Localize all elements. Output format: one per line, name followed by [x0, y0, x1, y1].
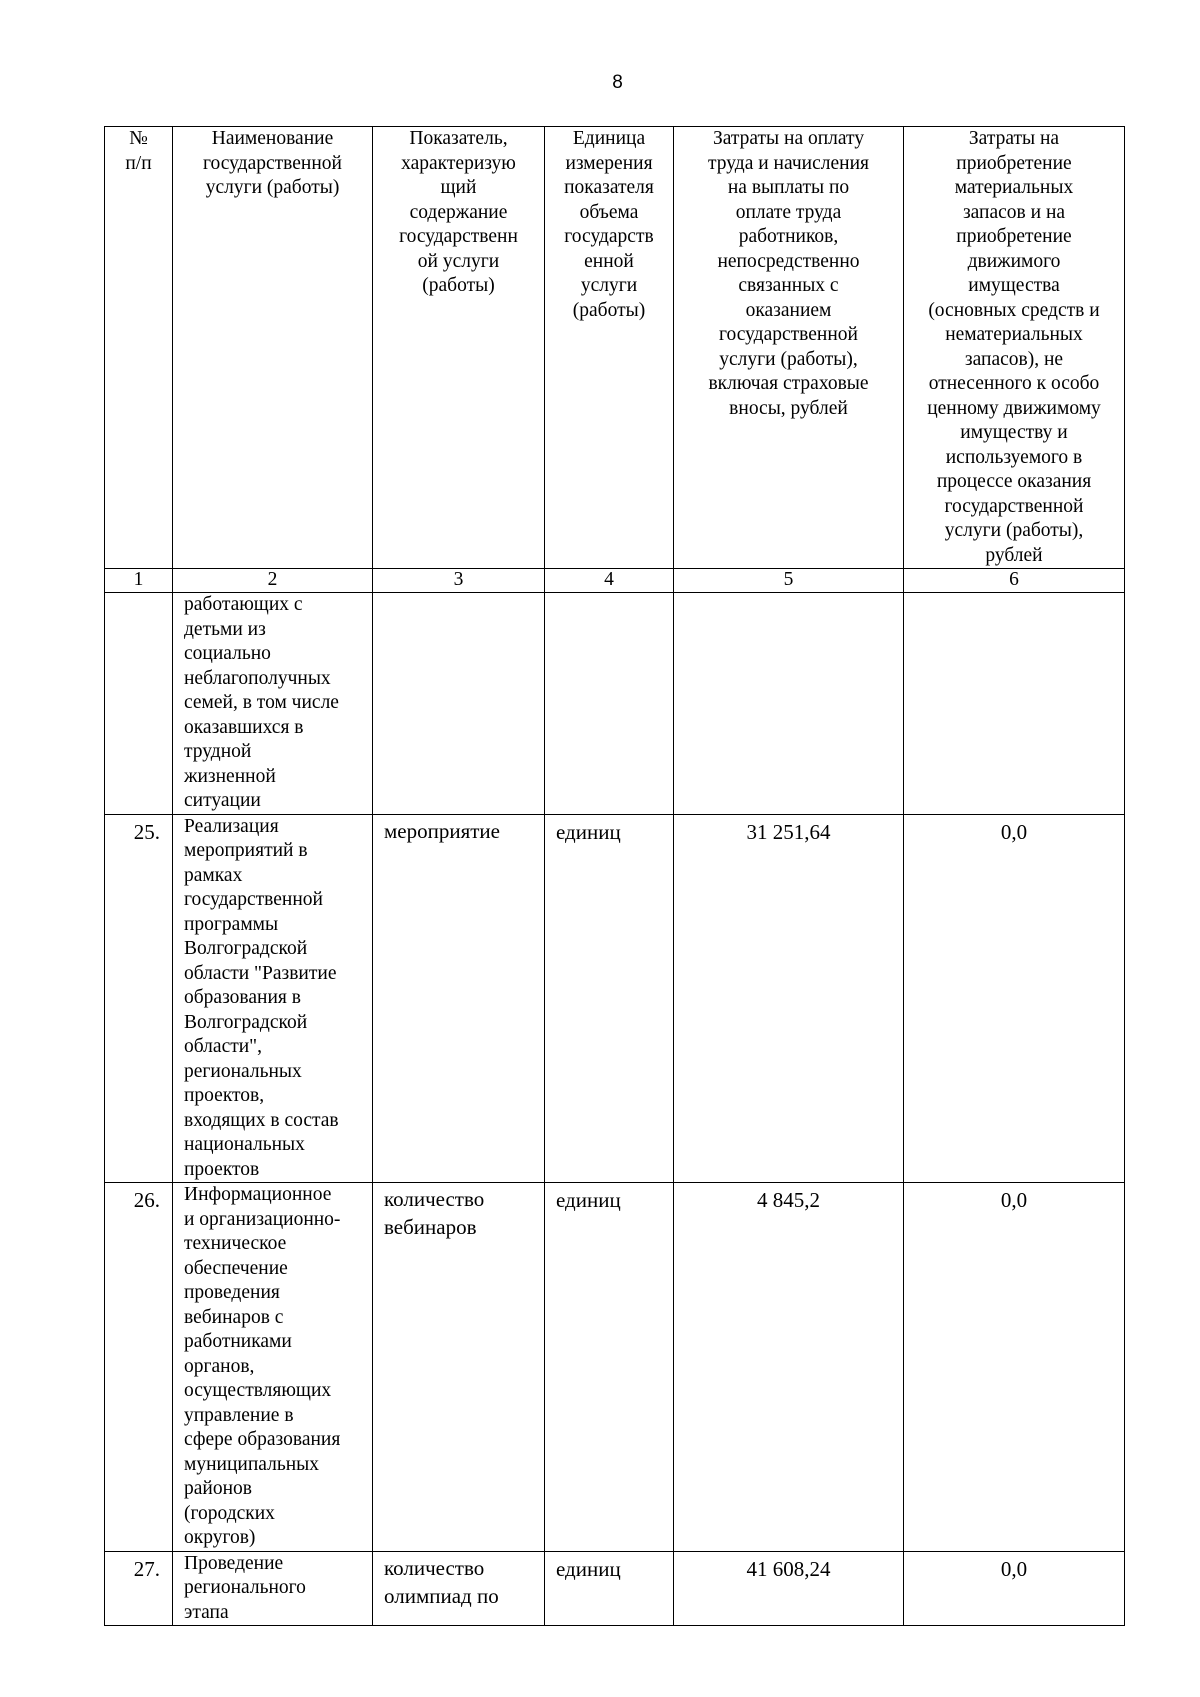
column-number: 5	[674, 569, 904, 593]
table-row	[105, 814, 1125, 1183]
labor-costs: 31 251,64	[674, 814, 904, 1183]
material-costs: 0,0	[904, 1551, 1125, 1626]
table-header-row	[105, 127, 1125, 569]
column-number: 2	[173, 569, 373, 593]
column-number: 3	[373, 569, 545, 593]
column-number: 1	[105, 569, 173, 593]
header-material-costs: Затраты на приобретение материальных запасов и на приобретение движимого имущества (основных средств и нематериальных запасов), не отнесенного к особо ценному движимому имуществу и используемого в процессе оказания государственной услуги (работы), рублей	[904, 127, 1125, 569]
table-row	[105, 1183, 1125, 1552]
labor-costs: 41 608,24	[674, 1551, 904, 1626]
table-row	[105, 593, 1125, 815]
services-cost-table	[104, 126, 1125, 1626]
labor-costs: 4 845,2	[674, 1183, 904, 1552]
material-costs	[904, 593, 1125, 815]
service-name: Информационное и организационно- техническое обеспечение проведения вебинаров с работниками органов, осуществляющих управление в сфере образования муниципальных районов (городских округов)	[173, 1183, 373, 1552]
table-row	[105, 1551, 1125, 1626]
unit: единиц	[545, 1183, 674, 1552]
header-number: № п/п	[105, 127, 173, 569]
service-name: Проведение регионального этапа	[173, 1551, 373, 1626]
service-name: Реализация мероприятий в рамках государственной программы Волгоградской области "Развитие образования в Волгоградской области", региональных проектов, входящих в состав национальных проектов	[173, 814, 373, 1183]
unit	[545, 593, 674, 815]
indicator: мероприятие	[373, 814, 545, 1183]
header-labor-costs: Затраты на оплату труда и начисления на выплаты по оплате труда работников, непосредственно связанных с оказанием государственной услуги (работы), включая страховые вносы, рублей	[674, 127, 904, 569]
material-costs: 0,0	[904, 814, 1125, 1183]
labor-costs	[674, 593, 904, 815]
header-service-name: Наименование государственной услуги (работы)	[173, 127, 373, 569]
material-costs: 0,0	[904, 1183, 1125, 1552]
column-numbers-row	[105, 569, 1125, 593]
row-number: 26.	[105, 1183, 173, 1552]
column-number: 4	[545, 569, 674, 593]
indicator	[373, 593, 545, 815]
indicator: количество вебинаров	[373, 1183, 545, 1552]
header-indicator: Показатель, характеризую щий содержание государственн ой услуги (работы)	[373, 127, 545, 569]
row-number	[105, 593, 173, 815]
column-number: 6	[904, 569, 1125, 593]
header-unit: Единица измерения показателя объема государств енной услуги (работы)	[545, 127, 674, 569]
indicator: количество олимпиад по	[373, 1551, 545, 1626]
row-number: 25.	[105, 814, 173, 1183]
unit: единиц	[545, 1551, 674, 1626]
service-name: работающих с детьми из социально неблагополучных семей, в том числе оказавшихся в трудной жизненной ситуации	[173, 593, 373, 815]
page-number: 8	[612, 72, 623, 93]
row-number: 27.	[105, 1551, 173, 1626]
unit: единиц	[545, 814, 674, 1183]
